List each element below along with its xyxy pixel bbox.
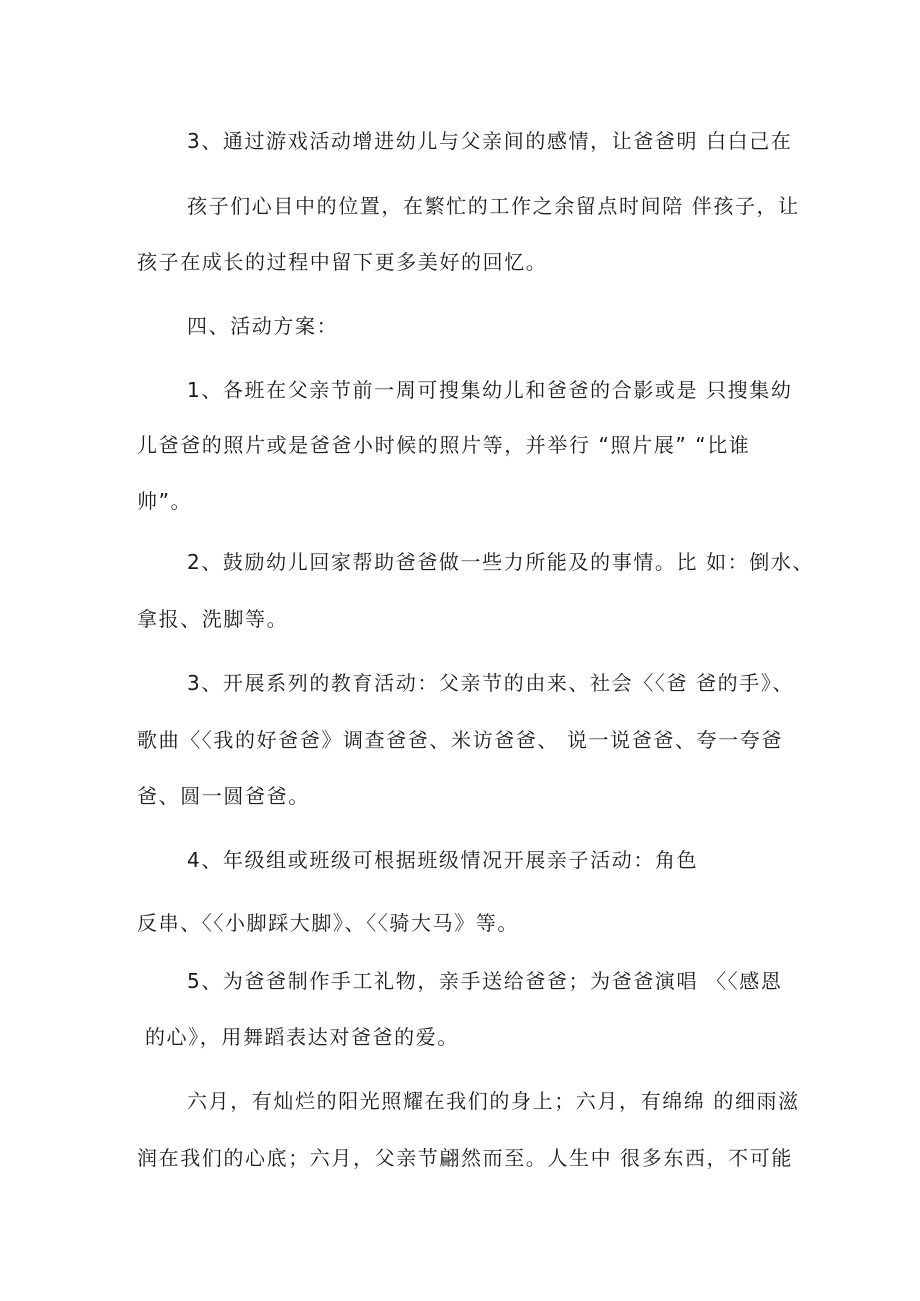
body-line: 歌曲〈〈我的好爸爸》调查爸爸、米访爸爸、 说一说爸爸、夸一夸爸 xyxy=(137,728,783,752)
body-line: 拿报、洗脚等。 xyxy=(137,607,289,631)
body-line: 3、开展系列的教育活动：父亲节的由来、社会〈〈爸 爸的手》、 xyxy=(187,671,795,695)
body-line: 3、通过游戏活动增进幼儿与父亲间的感情，让爸爸明 白白己在 xyxy=(187,129,793,153)
body-line: 4、年级组或班级可根据班级情况开展亲子活动：角色 xyxy=(187,848,699,872)
body-line: 帅”。 xyxy=(137,489,193,513)
body-line: 1、各班在父亲节前一周可搜集幼儿和爸爸的合影或是 只搜集幼 xyxy=(187,378,793,402)
body-line: 的心》，用舞蹈表达对爸爸的爱。 xyxy=(137,1025,459,1049)
body-line: 2、鼓励幼儿回家帮助爸爸做一些力所能及的事情。比 如：倒水、 xyxy=(187,550,815,574)
body-line: 5、为爸爸制作手工礼物，亲手送给爸爸；为爸爸演唱 〈〈感恩 xyxy=(187,969,783,993)
body-line: 反串、〈〈小脚踩大脚》、〈〈骑大马》等。 xyxy=(137,911,519,935)
body-line: 儿爸爸的照片或是爸爸小时候的照片等，并举行 “照片展” “比谁 xyxy=(137,433,751,457)
body-line: 润在我们的心底；六月，父亲节翩然而至。人生中 很多东西，不可能 xyxy=(137,1146,793,1170)
section-heading: 四、活动方案： xyxy=(187,314,339,338)
body-line: 孩子在成长的过程中留下更多美好的回忆。 xyxy=(137,250,548,274)
body-line: 六月，有灿烂的阳光照耀在我们的身上；六月，有绵绵 的细雨滋 xyxy=(187,1089,800,1113)
body-line: 孩子们心目中的位置，在繁忙的工作之余留点时间陪 伴孩子，让 xyxy=(187,194,800,218)
body-line: 爸、圆一圆爸爸。 xyxy=(137,784,310,808)
